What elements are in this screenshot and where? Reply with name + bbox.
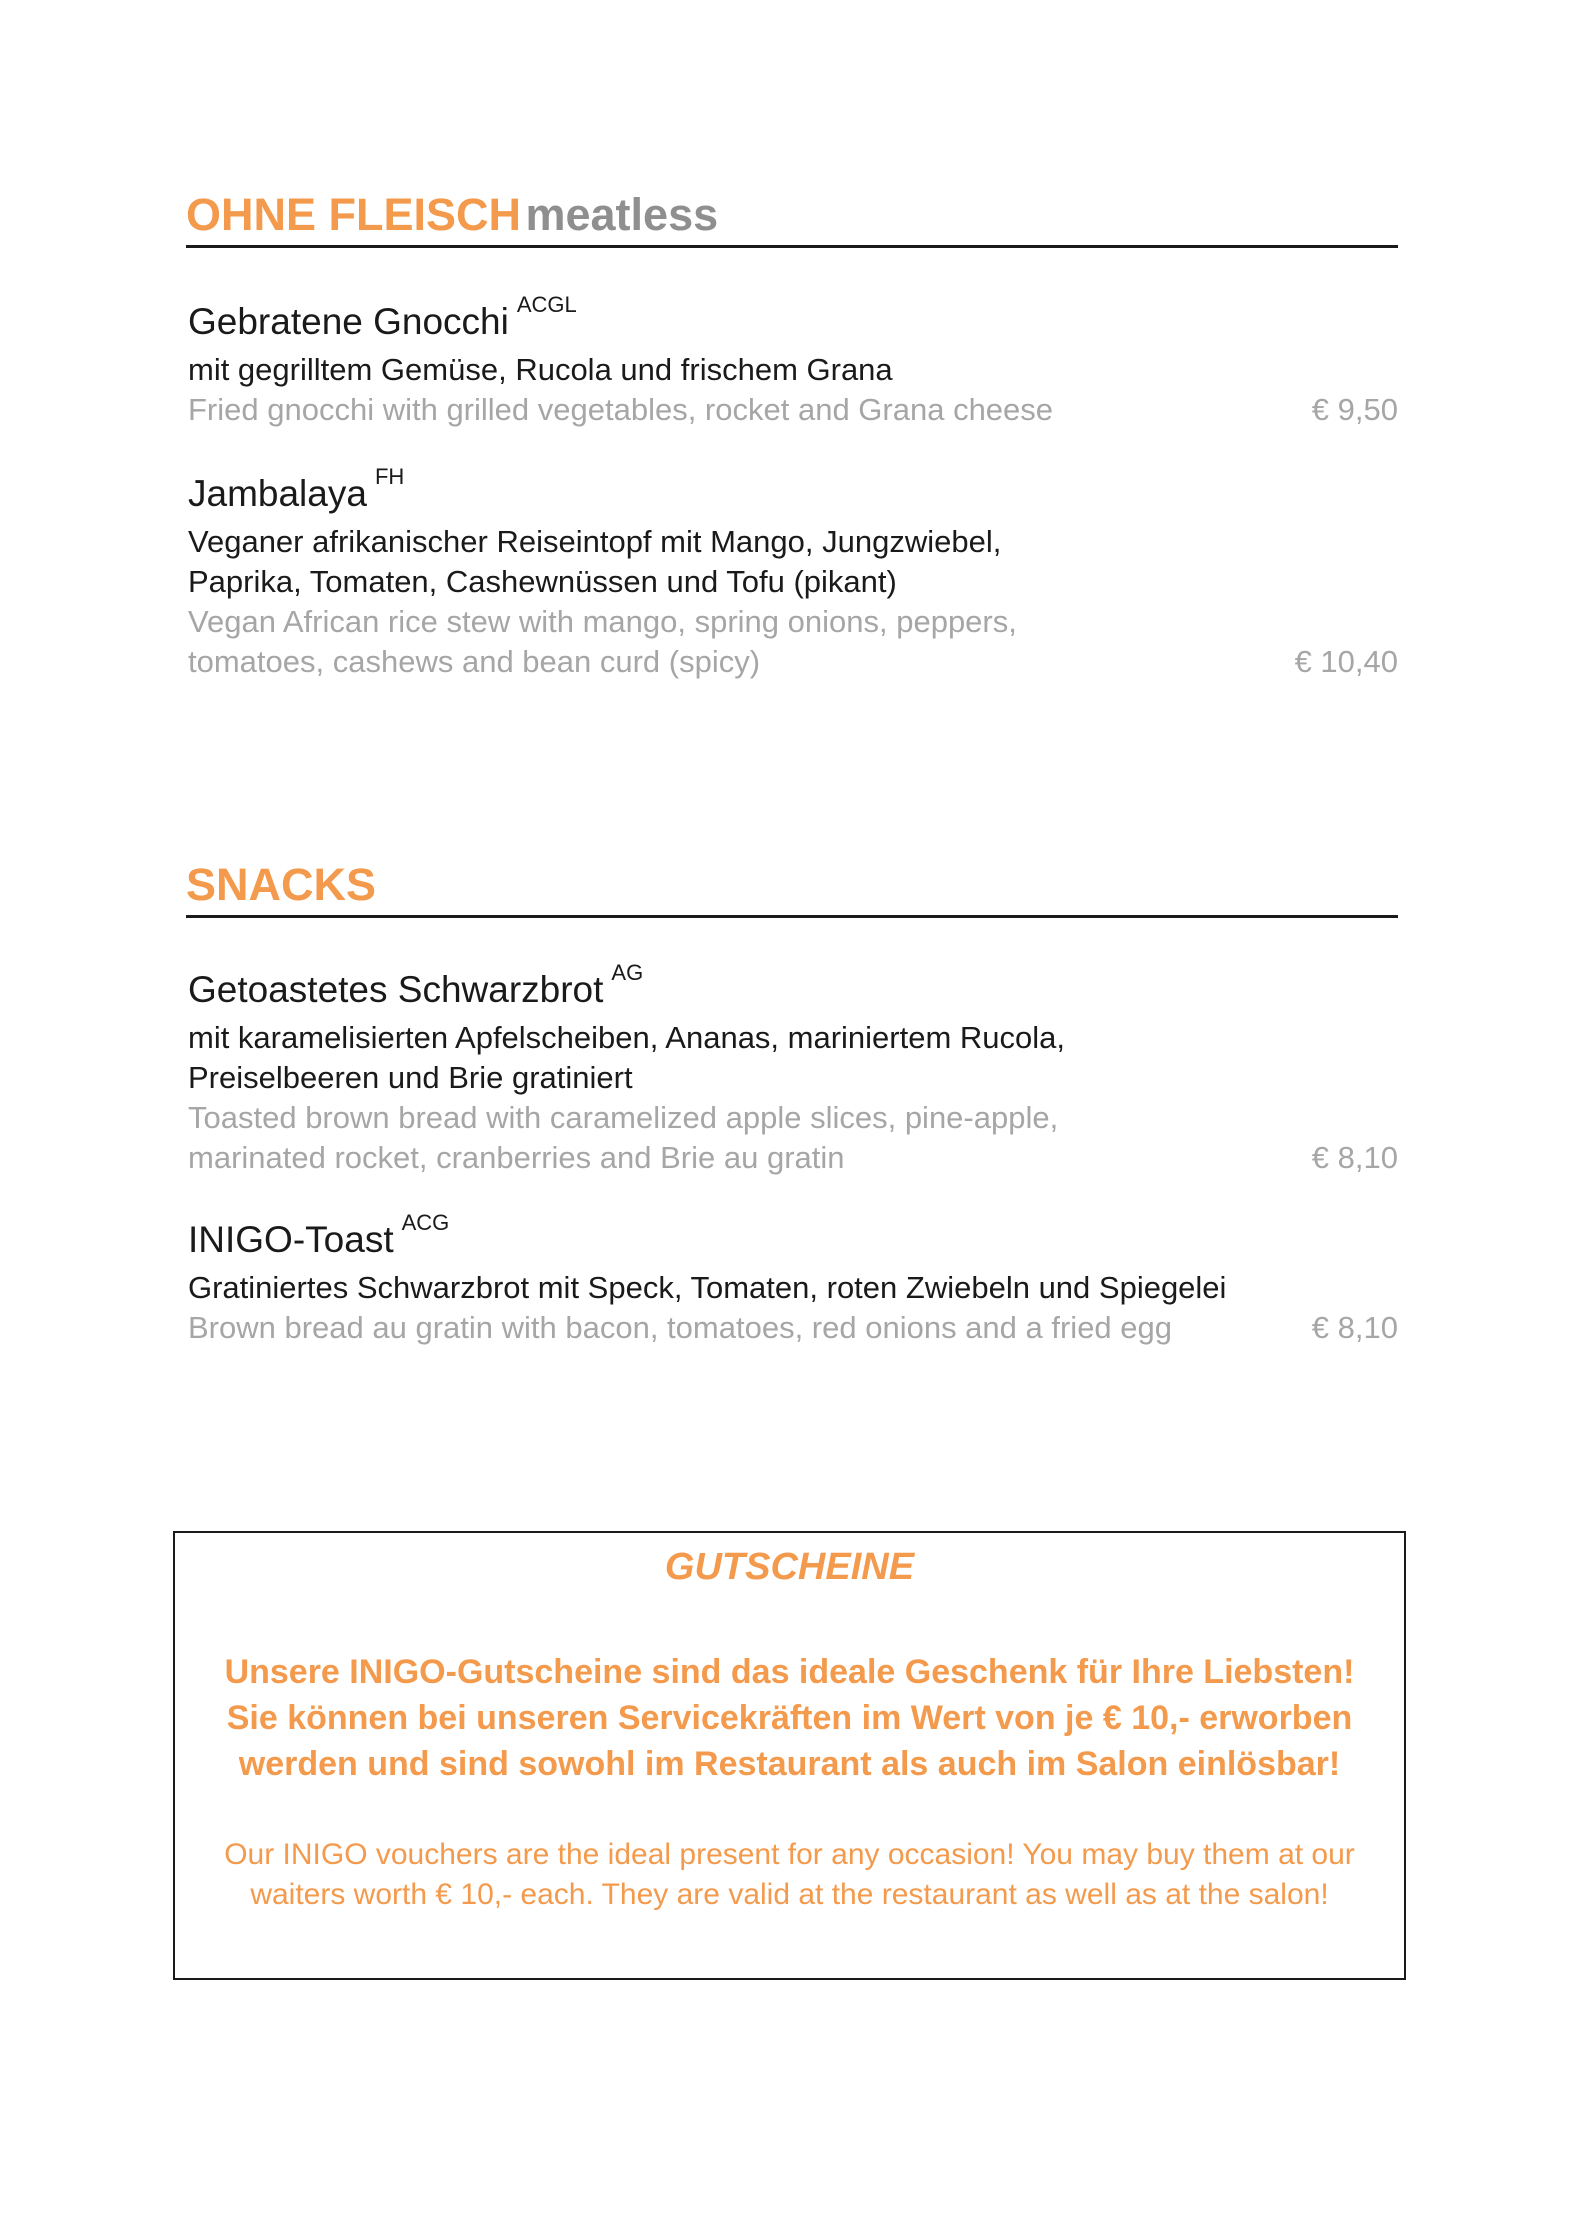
- item-description-en-text: Fried gnocchi with grilled vegetables, rocket and Grana cheese: [188, 392, 1054, 427]
- voucher-text-de: Unsere INIGO-Gutscheine sind das ideale Geschenk für Ihre Liebsten! Sie können bei unseren Servicekräften im Wert von je € 10,- erworben werden und sind sowohl im Restaurant als auch im Salon einlösbar!: [224, 1653, 1355, 1783]
- item-price: € 9,50: [1311, 392, 1398, 427]
- item-description-de-line-1: mit karamelisierten Apfelscheiben, Ananas, mariniertem Rucola,: [188, 1020, 1066, 1055]
- allergen-codes: AG: [611, 960, 644, 985]
- item-description-en-line-2: [188, 1138, 1398, 1178]
- item-price: € 10,40: [1294, 644, 1398, 679]
- item-description-de-line-2: Preiselbeeren und Brie gratiniert: [188, 1060, 633, 1095]
- item-description-en-line-1: Vegan African rice stew with mango, spring onions, peppers,: [188, 604, 1017, 639]
- item-description-en: [188, 1308, 1398, 1348]
- item-name-line: [188, 1210, 1398, 1262]
- item-name-line: [188, 960, 1398, 1012]
- item-name: Getoastetes Schwarzbrot: [188, 969, 604, 1010]
- item-description-de-line-2: Paprika, Tomaten, Cashewnüssen und Tofu (pikant): [188, 564, 897, 599]
- section-heading-snacks: [186, 859, 1398, 918]
- item-price: € 8,10: [1311, 1310, 1398, 1345]
- item-name: Jambalaya: [188, 473, 367, 514]
- section-heading-meatless: [186, 189, 1398, 248]
- item-description-en-line-2: [188, 642, 1398, 682]
- section-title-de: OHNE FLEISCH: [186, 189, 522, 240]
- voucher-title: GUTSCHEINE: [664, 1546, 915, 1588]
- menu-item-jambalaya: [188, 464, 1398, 682]
- item-description-de: Gratiniertes Schwarzbrot mit Speck, Tomaten, roten Zwiebeln und Spiegelei: [188, 1270, 1227, 1305]
- allergen-codes: FH: [374, 464, 405, 489]
- item-description-en-text: Brown bread au gratin with bacon, tomatoes, red onions and a fried egg: [188, 1310, 1173, 1345]
- item-description-en-text: marinated rocket, cranberries and Brie au gratin: [188, 1140, 845, 1175]
- item-description-en: [188, 390, 1398, 430]
- item-description-de-line-1: Veganer afrikanischer Reiseintopf mit Mango, Jungzwiebel,: [188, 524, 1002, 559]
- section-title-de: SNACKS: [186, 859, 377, 910]
- allergen-codes: ACG: [401, 1210, 450, 1235]
- item-description-en-line-1: Toasted brown bread with caramelized apple slices, pine-apple,: [188, 1100, 1059, 1135]
- item-description-de: mit gegrilltem Gemüse, Rucola und frischem Grana: [188, 352, 893, 387]
- item-name-line: [188, 292, 1398, 344]
- item-price: € 8,10: [1311, 1140, 1398, 1175]
- item-name-line: [188, 464, 1398, 516]
- menu-item-schwarzbrot: [188, 960, 1398, 1178]
- voucher-box: [173, 1531, 1406, 1980]
- voucher-text-en: Our INIGO vouchers are the ideal present for any occasion! You may buy them at our waiters worth € 10,- each. They are valid at the restaurant as well as at the salon!: [224, 1838, 1355, 1911]
- allergen-codes: ACGL: [516, 292, 577, 317]
- item-name: INIGO-Toast: [188, 1219, 394, 1260]
- item-description-en-text: tomatoes, cashews and bean curd (spicy): [188, 644, 761, 679]
- menu-item-gnocchi: [188, 292, 1398, 430]
- section-title-en: meatless: [525, 189, 719, 240]
- item-name: Gebratene Gnocchi: [188, 301, 509, 342]
- menu-item-inigo-toast: [188, 1210, 1398, 1348]
